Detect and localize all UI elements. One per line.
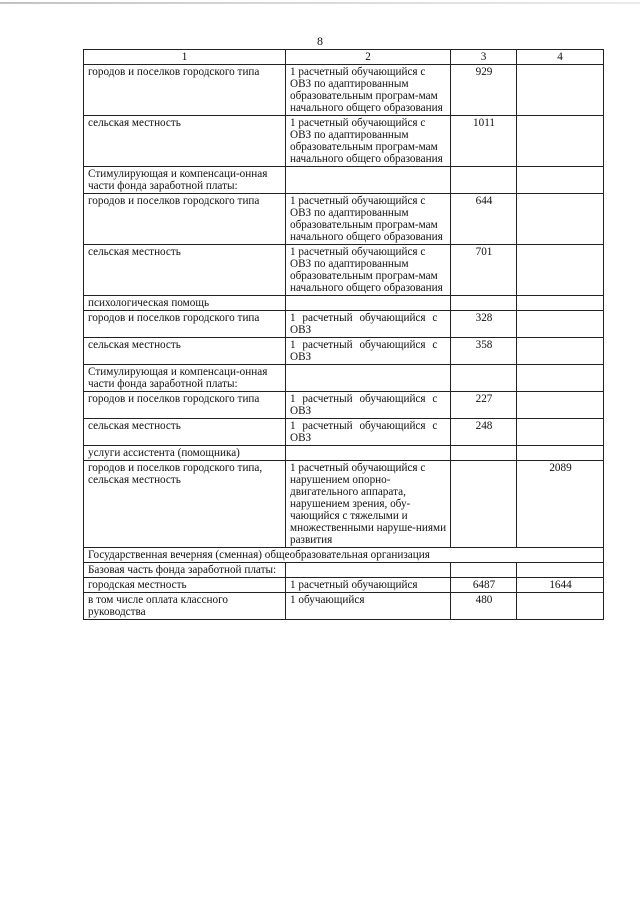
category-cell: Стимулирующая и компенсаци-онная части фонда заработной платы: [84,365,286,392]
unit-cell: 1 расчетный обучающийся с ОВЗ [286,419,451,446]
category-cell: в том числе оплата классного руководства [84,593,286,620]
category-cell: услуги ассистента (помощника) [84,446,286,461]
value-cell [451,365,517,392]
value-cell [517,392,604,419]
value-cell [517,593,604,620]
category-cell: городов и поселков городского типа [84,65,286,116]
table-row [84,563,604,578]
value-cell: 701 [451,245,517,296]
value-cell: 1644 [517,578,604,593]
value-cell [517,65,604,116]
value-cell [517,296,604,311]
category-cell: городов и поселков городского типа [84,392,286,419]
value-cell: 248 [451,419,517,446]
category-cell: сельская местность [84,338,286,365]
unit-cell: 1 расчетный обучающийся с ОВЗ по адаптированным образовательным програм-мам начального общего образования [286,116,451,167]
table-row [84,593,604,620]
unit-cell: 1 расчетный обучающийся с ОВЗ по адаптированным образовательным програм-мам начального общего образования [286,194,451,245]
value-cell [451,167,517,194]
value-cell [517,419,604,446]
category-cell: городов и поселков городского типа [84,194,286,245]
value-cell: 1011 [451,116,517,167]
unit-cell: 1 расчетный обучающийся с ОВЗ по адаптированным образовательным програм-мам начального общего образования [286,245,451,296]
unit-cell [286,365,451,392]
category-cell: городская местность [84,578,286,593]
table-row [84,392,604,419]
unit-cell [286,563,451,578]
unit-cell: 1 расчетный обучающийся с ОВЗ по адаптированным образовательным програм-мам начального общего образования [286,65,451,116]
value-cell [517,338,604,365]
value-cell: 929 [451,65,517,116]
unit-cell: 1 расчетный обучающийся с ОВЗ [286,338,451,365]
category-cell: сельская местность [84,419,286,446]
table-row [84,65,604,116]
category-cell: Базовая часть фонда заработной платы: [84,563,286,578]
scan-edge-artifact [0,2,640,4]
table-row [84,245,604,296]
unit-cell: 1 обучающийся [286,593,451,620]
column-header: 2 [286,50,451,65]
table-row [84,578,604,593]
value-cell [451,446,517,461]
value-cell [517,194,604,245]
category-cell: городов и поселков городского типа, сельская местность [84,461,286,548]
table-row [84,446,604,461]
value-cell [517,116,604,167]
value-cell: 480 [451,593,517,620]
tariff-table [83,49,604,620]
value-cell: 2089 [517,461,604,548]
category-cell: психологическая помощь [84,296,286,311]
value-cell: 644 [451,194,517,245]
table-row [84,167,604,194]
section-heading: Государственная вечерняя (сменная) общеобразовательная организация [84,548,604,563]
table-header-row [84,50,604,65]
value-cell [517,446,604,461]
table-row [84,311,604,338]
table-row [84,296,604,311]
value-cell: 6487 [451,578,517,593]
table-row [84,194,604,245]
unit-cell [286,296,451,311]
unit-cell: 1 расчетный обучающийся с нарушением опорно-двигательного аппарата, нарушением зрения, обу-чающийся с тяжелыми и множественными наруше-ниями развития [286,461,451,548]
category-cell: сельская местность [84,245,286,296]
page-number: 8 [317,34,323,48]
category-cell: городов и поселков городского типа [84,311,286,338]
unit-cell [286,167,451,194]
value-cell [451,296,517,311]
unit-cell: 1 расчетный обучающийся с ОВЗ [286,392,451,419]
table-row [84,338,604,365]
category-cell: сельская местность [84,116,286,167]
value-cell [517,563,604,578]
value-cell: 328 [451,311,517,338]
category-cell: Стимулирующая и компенсаци-онная части фонда заработной платы: [84,167,286,194]
column-header: 3 [451,50,517,65]
table-row [84,461,604,548]
value-cell [517,167,604,194]
table-row [84,365,604,392]
value-cell: 358 [451,338,517,365]
value-cell [517,245,604,296]
unit-cell [286,446,451,461]
unit-cell: 1 расчетный обучающийся [286,578,451,593]
column-header: 4 [517,50,604,65]
unit-cell: 1 расчетный обучающийся с ОВЗ [286,311,451,338]
value-cell [451,461,517,548]
table-row [84,419,604,446]
value-cell: 227 [451,392,517,419]
value-cell [517,365,604,392]
value-cell [451,563,517,578]
table-row [84,116,604,167]
column-header: 1 [84,50,286,65]
section-heading-row [84,548,604,563]
value-cell [517,311,604,338]
